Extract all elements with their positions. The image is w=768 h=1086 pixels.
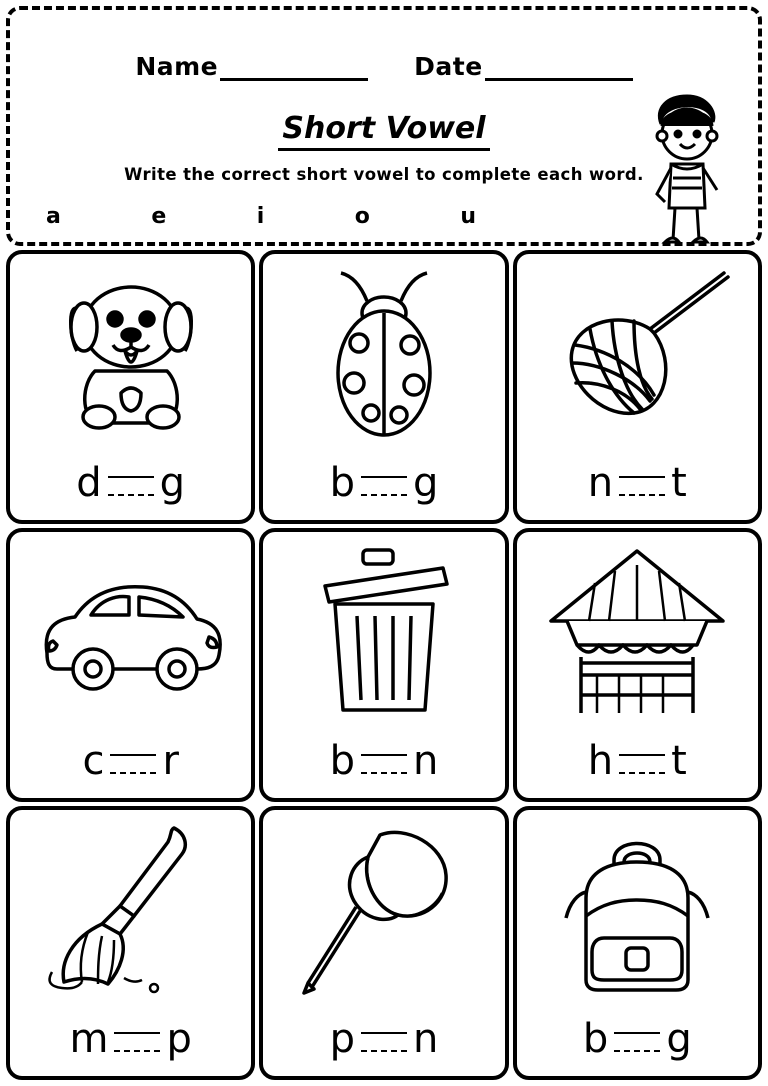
worksheet-item[interactable] [513, 250, 762, 524]
vowel-u: u [460, 204, 476, 229]
name-date-row [10, 52, 758, 81]
answer-blank[interactable] [114, 1024, 160, 1054]
vowel-key-row [46, 204, 476, 229]
vowel-a: a [46, 204, 61, 229]
date-field[interactable] [414, 52, 633, 81]
date-label: Date [414, 52, 483, 81]
word-prefix: d [76, 460, 102, 506]
word-blank[interactable] [588, 724, 687, 798]
date-input-line[interactable] [485, 61, 633, 81]
word-blank[interactable] [330, 446, 439, 520]
word-blank[interactable] [330, 724, 439, 798]
worksheet-item[interactable] [6, 528, 255, 802]
word-suffix: t [671, 738, 687, 784]
word-suffix: g [666, 1016, 692, 1062]
word-prefix: n [587, 460, 614, 506]
word-suffix: g [159, 460, 186, 506]
worksheet-item[interactable] [513, 806, 762, 1080]
worksheet-item[interactable] [6, 806, 255, 1080]
net-icon [517, 254, 758, 446]
answer-blank[interactable] [361, 1024, 407, 1054]
worksheet-item[interactable] [513, 528, 762, 802]
word-blank[interactable] [588, 446, 687, 520]
worksheet-item[interactable] [259, 250, 508, 524]
word-prefix: b [582, 1016, 609, 1062]
worksheet-grid [6, 250, 762, 1080]
bag-icon [517, 810, 758, 1002]
answer-blank[interactable] [361, 468, 407, 498]
word-suffix: n [413, 1016, 439, 1062]
word-blank[interactable] [76, 446, 185, 520]
word-blank[interactable] [330, 1002, 439, 1076]
word-prefix: b [329, 738, 355, 784]
word-blank[interactable] [69, 1002, 191, 1076]
worksheet-item[interactable] [259, 806, 508, 1080]
instructions-text: Write the correct short vowel to complete each word. [124, 165, 644, 184]
word-prefix: c [82, 738, 105, 784]
ladybug-icon [263, 254, 504, 446]
answer-blank[interactable] [614, 1024, 660, 1054]
word-prefix: m [69, 1016, 109, 1062]
word-prefix: p [329, 1016, 355, 1062]
word-suffix: n [413, 738, 439, 784]
word-suffix: p [166, 1016, 192, 1062]
word-suffix: g [412, 460, 439, 506]
word-prefix: b [329, 460, 355, 506]
mop-icon [10, 810, 251, 1002]
word-blank[interactable] [583, 1002, 692, 1076]
pin-icon [263, 810, 504, 1002]
worksheet-item[interactable] [259, 528, 508, 802]
answer-blank[interactable] [108, 468, 154, 498]
word-suffix: r [162, 738, 179, 784]
word-suffix: t [671, 460, 687, 506]
bin-icon [263, 532, 504, 724]
dog-icon [10, 254, 251, 446]
worksheet-item[interactable] [6, 250, 255, 524]
name-label: Name [135, 52, 219, 81]
word-blank[interactable] [82, 724, 178, 798]
vowel-i: i [256, 204, 265, 229]
answer-blank[interactable] [619, 746, 665, 776]
name-field[interactable] [135, 52, 368, 81]
answer-blank[interactable] [361, 746, 407, 776]
word-prefix: h [587, 738, 614, 784]
vowel-o: o [354, 204, 370, 229]
worksheet-header [6, 6, 762, 246]
page-title-text: Short Vowel [278, 111, 489, 151]
name-input-line[interactable] [220, 61, 368, 81]
answer-blank[interactable] [619, 468, 665, 498]
hut-icon [517, 532, 758, 724]
boy-cartoon-icon [633, 90, 738, 250]
vowel-e: e [151, 204, 167, 229]
answer-blank[interactable] [110, 746, 156, 776]
car-icon [10, 532, 251, 724]
